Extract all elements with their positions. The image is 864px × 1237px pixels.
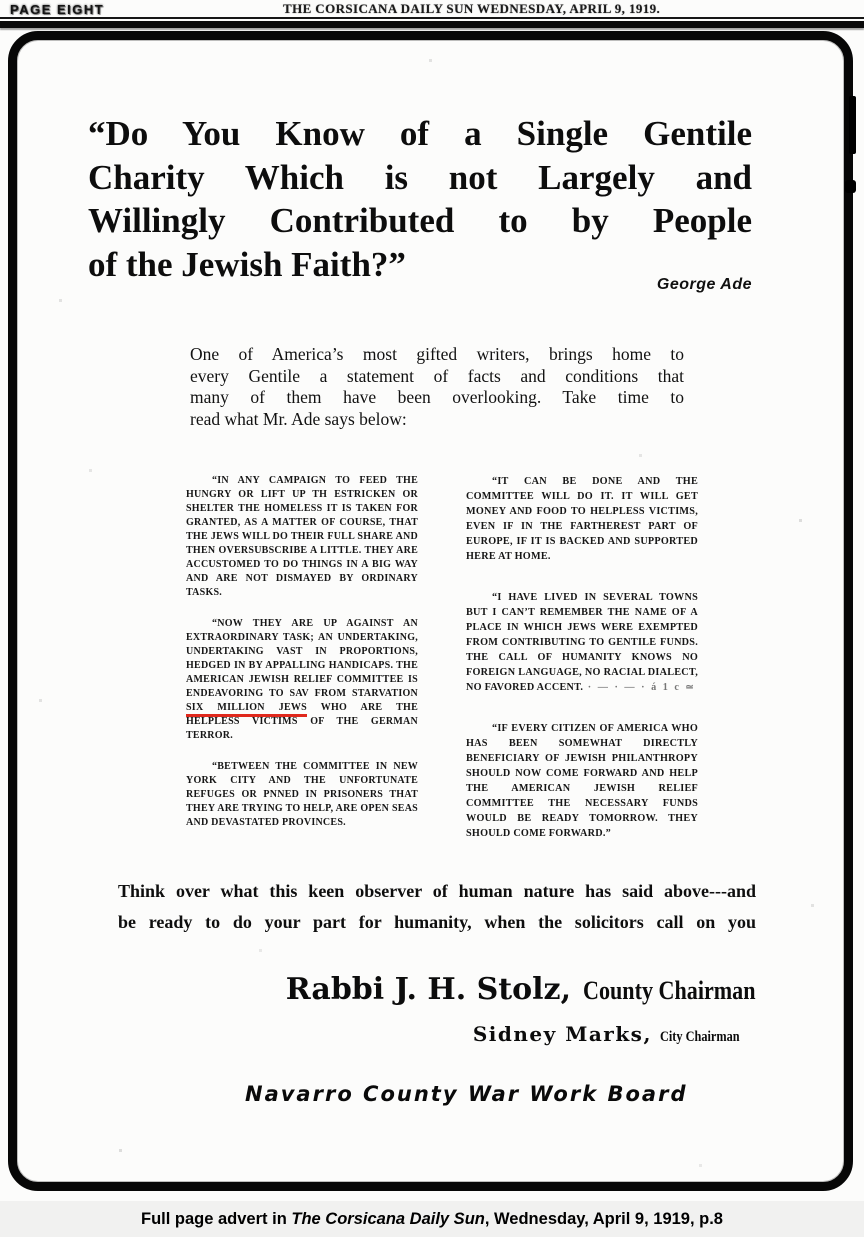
city-chairman-name: Sidney Marks, — [472, 1022, 652, 1046]
headline — [88, 112, 752, 286]
quote-column-left — [186, 474, 418, 867]
county-chairman-title: County Chairman — [583, 976, 756, 1005]
quote-text: “I HAVE LIVED IN SEVERAL TOWNS BUT I CAN’T REMEMBER THE NAME OF A PLACE IN WHICH JEWS WERE EXEMPTED FROM CONTRIBUTING TO GENTILE FUNDS. THE CALL OF HUMANITY KNOWS NO FOREIGN LANGUAGE, NO RACIAL DIALECT, NO FAVORED ACCENT. — [466, 592, 698, 693]
war-work-board-signature: Navarro County War Work Board — [245, 1082, 688, 1106]
quote-paragraph — [186, 617, 418, 743]
headline-line: Charity Which is not Largely and — [88, 157, 752, 197]
intro-line: One of America’s most gifted writers, brings home to — [190, 344, 684, 364]
intro-paragraph — [190, 344, 684, 430]
masthead-rule-thin — [0, 17, 864, 19]
caption-prefix: Full page advert in — [141, 1209, 292, 1228]
quote-paragraph: “IF EVERY CITIZEN OF AMERICA WHO HAS BEEN SOMEWHAT DIRECTLY BENEFICIARY OF JEWISH PHILANTHROPY SHOULD NOW COME FORWARD AND HELP THE AMERICAN JEWISH RELIEF COMMITTEE THE NECESSARY FUNDS WOULD BE READY TOMORROW. THEY SHOULD COME FORWARD.” — [466, 723, 698, 839]
masthead-rule-thick — [0, 21, 864, 28]
quote-text-post: WHO ARE THE HELPLESS VICTIMS OF THE GERMAN TERROR. — [186, 702, 419, 741]
intro-line: many of them have been overlooking. Take time to — [190, 387, 684, 407]
intro-line: every Gentile a statement of facts and conditions that — [190, 365, 684, 386]
headline-line: Willingly Contributed to by People — [88, 201, 752, 240]
closing-line: Think over what this keen observer of human nature has said above---and — [118, 881, 756, 901]
scan-artifact-mark — [849, 96, 856, 154]
scan-artifact-mark — [845, 180, 856, 193]
signature-county-chairman — [286, 972, 786, 1007]
caption-text — [141, 1210, 723, 1229]
quote-paragraph: “IT CAN BE DONE AND THE COMMITTEE WILL DO IT. IT WILL GET MONEY AND FOOD TO HELPLESS VICTIMS, EVEN IF IN THE FARTHEREST PART OF EUROPE, IF IT IS BACKED AND SUPPORTED HERE AT HOME. — [466, 476, 698, 562]
ink-smudge: · — · — · á 1 c ≃ — [583, 682, 696, 693]
headline-line: “Do You Know of a Single Gentile — [88, 114, 752, 153]
caption-paper-name: The Corsicana Daily Sun — [291, 1209, 485, 1228]
quote-paragraph: “BETWEEN THE COMMITTEE IN NEW YORK CITY AND THE UNFORTUNATE REFUGES OR PNNED IN PRISONERS THAT THEY ARE TRYING TO HELP, ARE OPEN SEAS AND DEVASTATED PROVINCES. — [186, 761, 418, 828]
six-million-jews-red-underline: SIX MILLION JEWS — [186, 702, 307, 717]
county-chairman-name: Rabbi J. H. Stolz, — [285, 972, 572, 1007]
headline-attribution: George Ade — [656, 276, 752, 293]
closing-line: be ready to do your part for humanity, when the solicitors call on you — [118, 912, 756, 932]
quote-column-right — [466, 474, 698, 867]
headline-line: of the Jewish Faith?” — [88, 244, 406, 284]
page-number-label: PAGE EIGHT — [10, 2, 105, 17]
signature-city-chairman — [473, 1022, 757, 1046]
quote-paragraph — [466, 590, 698, 695]
caption-suffix: , Wednesday, April 9, 1919, p.8 — [484, 1209, 723, 1228]
intro-line: read what Mr. Ade says below: — [190, 408, 407, 429]
city-chairman-title: City Chairman — [659, 1029, 740, 1045]
scan-speckles — [0, 0, 1, 1]
quote-text-pre: “NOW THEY ARE UP AGAINST AN EXTRAORDINARY TASK; AN UNDERTAKING, UNDERTAKING VAST IN PROPORTIONS, HEDGED IN BY APPALLING HANDICAPS. THE AMERICAN JEWISH RELIEF COMMITTEE IS ENDEAVORING TO SAV FROM STARVATION — [186, 618, 418, 699]
quote-columns — [186, 474, 698, 867]
quote-paragraph: “IN ANY CAMPAIGN TO FEED THE HUNGRY OR LIFT UP TH ESTRICKEN OR SHELTER THE HOMELESS IT IS TAKEN FOR GRANTED, AS A MATTER OF COURSE, THAT THE JEWS WILL DO THEIR FULL SHARE AND THEN OVERSUBSCRIBE A LITTLE. THEY ARE ACCUSTOMED TO DO THINGS IN A BIG WAY AND ARE NOT DISMAYED BY ORDINARY TASKS. — [186, 475, 418, 598]
closing-statement — [118, 876, 756, 938]
masthead — [0, 0, 864, 17]
masthead-title: THE CORSICANA DAILY SUN WEDNESDAY, APRIL 9, 1919. — [283, 1, 661, 16]
caption-bar — [0, 1201, 864, 1237]
